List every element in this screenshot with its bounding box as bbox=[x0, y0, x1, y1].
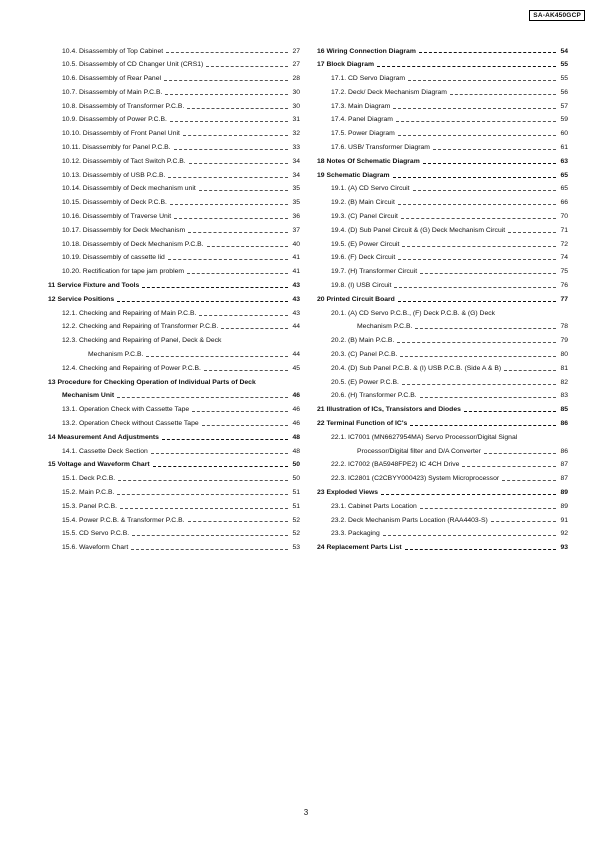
toc-entry-label: 15.5. CD Servo P.C.B. bbox=[62, 530, 130, 538]
toc-entry[interactable] bbox=[317, 335, 568, 349]
dot-leader bbox=[166, 51, 288, 53]
dot-leader bbox=[188, 231, 288, 233]
toc-entry-page: 28 bbox=[292, 75, 300, 83]
toc-entry-label: 17.1. CD Servo Diagram bbox=[331, 75, 406, 83]
toc-entry-page: 74 bbox=[560, 254, 568, 262]
toc-entry-page: 51 bbox=[292, 502, 300, 510]
toc-entry-page: 61 bbox=[560, 144, 568, 152]
toc-entry-label: 10.13. Disassembly of USB P.C.B. bbox=[62, 171, 166, 179]
toc-entry-page: 78 bbox=[560, 323, 568, 331]
toc-entry-label: 21 Illustration of ICs, Transistors and Diodes bbox=[317, 406, 461, 414]
toc-entry-page: 54 bbox=[560, 47, 568, 55]
toc-entry-label: 10.8. Disassembly of Transformer P.C.B. bbox=[62, 102, 185, 110]
toc-entry-label: 10.5. Disassembly of CD Changer Unit (CRS1) bbox=[62, 61, 204, 69]
toc-entry-page: 79 bbox=[560, 337, 568, 345]
dot-leader bbox=[398, 203, 556, 205]
toc-entry-label: 19.4. (D) Sub Panel Circuit & (G) Deck Mechanism Circuit bbox=[331, 226, 506, 234]
toc-entry-label: 10.11. Disassembly for Panel P.C.B. bbox=[62, 144, 171, 152]
toc-entry[interactable] bbox=[317, 473, 568, 487]
toc-entry[interactable] bbox=[317, 238, 568, 252]
toc-entry-label: 15.6. Waveform Chart bbox=[62, 544, 129, 552]
toc-entry-page: 48 bbox=[292, 433, 300, 441]
toc-entry-label: 19.7. (H) Transformer Circuit bbox=[331, 268, 418, 276]
toc-entry-label: 20.3. (C) Panel P.C.B. bbox=[331, 351, 398, 359]
toc-entry[interactable] bbox=[317, 487, 568, 501]
toc-right-column bbox=[317, 45, 568, 555]
toc-entry[interactable] bbox=[48, 349, 300, 363]
toc-entry[interactable] bbox=[317, 155, 568, 169]
toc-entry-label: 20.5. (E) Power P.C.B. bbox=[331, 378, 399, 386]
dot-leader bbox=[132, 534, 288, 536]
toc-entry-label: 17.4. Panel Diagram bbox=[331, 116, 393, 124]
toc-entry[interactable] bbox=[317, 142, 568, 156]
toc-entry-label: 17.5. Power Diagram bbox=[331, 130, 395, 138]
toc-entry-page: 85 bbox=[560, 406, 568, 414]
toc-entry[interactable] bbox=[317, 321, 568, 335]
toc-entry-label: 11 Service Fixture and Tools bbox=[48, 282, 140, 290]
dot-leader bbox=[170, 203, 288, 205]
dot-leader bbox=[377, 65, 556, 67]
toc-entry[interactable] bbox=[48, 404, 300, 418]
toc-entry-label: 10.15. Disassembly of Deck P.C.B. bbox=[62, 199, 167, 207]
toc-entry-page: 52 bbox=[292, 530, 300, 538]
toc-entry-page: 55 bbox=[560, 61, 568, 69]
toc-entry[interactable] bbox=[317, 307, 568, 321]
dot-leader bbox=[484, 452, 556, 454]
toc-entry[interactable] bbox=[48, 100, 300, 114]
dot-leader bbox=[415, 327, 556, 329]
toc-entry-label: 15.4. Power P.C.B. & Transformer P.C.B. bbox=[62, 516, 185, 524]
dot-leader bbox=[420, 507, 556, 509]
toc-entry-page: 70 bbox=[560, 213, 568, 221]
toc-entry-label: 23.3. Packaging bbox=[331, 530, 380, 538]
dot-leader bbox=[153, 465, 288, 467]
toc-entry[interactable] bbox=[48, 280, 300, 294]
toc-entry-page: 56 bbox=[560, 88, 568, 96]
toc-entry[interactable] bbox=[48, 86, 300, 100]
toc-entry-label: 20.6. (H) Transformer P.C.B. bbox=[331, 392, 417, 400]
toc-entry-label: 20.1. (A) CD Servo P.C.B., (F) Deck P.C.B. & (G) Deck bbox=[331, 309, 496, 317]
toc-entry-label: 19.1. (A) CD Servo Circuit bbox=[331, 185, 410, 193]
dot-leader bbox=[393, 176, 556, 178]
dot-leader bbox=[450, 93, 556, 95]
dot-leader bbox=[402, 245, 556, 247]
toc-entry-label: 17.3. Main Diagram bbox=[331, 102, 391, 110]
dot-leader bbox=[187, 272, 288, 274]
dot-leader bbox=[187, 107, 288, 109]
toc-entry-label: 10.16. Disassembly of Traverse Unit bbox=[62, 213, 172, 221]
toc-entry[interactable] bbox=[317, 459, 568, 473]
toc-entry-page: 30 bbox=[292, 102, 300, 110]
toc-entry-page: 34 bbox=[292, 171, 300, 179]
toc-entry-page: 57 bbox=[560, 102, 568, 110]
toc-entry-page: 83 bbox=[560, 392, 568, 400]
toc-entry[interactable] bbox=[317, 445, 568, 459]
toc-entry-label: 10.6. Disassembly of Rear Panel bbox=[62, 75, 161, 83]
toc-entry[interactable] bbox=[48, 307, 300, 321]
toc-entry-page: 65 bbox=[560, 185, 568, 193]
toc-entry-label: 22.2. IC7002 (BA5948FPE2) IC 4CH Drive bbox=[331, 461, 460, 469]
toc-entry[interactable] bbox=[317, 404, 568, 418]
toc-entry[interactable] bbox=[48, 335, 300, 349]
toc-entry[interactable] bbox=[48, 431, 300, 445]
toc-entry-label: 15 Voltage and Waveform Chart bbox=[48, 461, 150, 469]
dot-leader bbox=[189, 162, 288, 164]
dot-leader bbox=[165, 93, 288, 95]
dot-leader bbox=[423, 162, 556, 164]
toc-entry-label: 17 Block Diagram bbox=[317, 61, 375, 69]
dot-leader bbox=[398, 300, 556, 302]
dot-leader bbox=[383, 534, 556, 536]
toc-entry-page: 91 bbox=[560, 516, 568, 524]
toc-entry-label: 19.2. (B) Main Circuit bbox=[331, 199, 395, 207]
toc-entry-label: 14.1. Cassette Deck Section bbox=[62, 447, 148, 455]
dot-leader bbox=[204, 369, 288, 371]
toc-entry-label: 10.9. Disassembly of Power P.C.B. bbox=[62, 116, 167, 124]
dot-leader bbox=[420, 272, 556, 274]
toc-entry[interactable] bbox=[48, 514, 300, 528]
toc-entry[interactable] bbox=[48, 73, 300, 87]
toc-entry[interactable] bbox=[317, 183, 568, 197]
toc-entry-label: 13.1. Operation Check with Cassette Tape bbox=[62, 406, 190, 414]
toc-entry[interactable] bbox=[317, 114, 568, 128]
toc-left-column bbox=[48, 45, 300, 555]
toc-entry-label: Mechanism P.C.B. bbox=[88, 351, 144, 359]
dot-leader bbox=[199, 189, 288, 191]
toc-entry[interactable] bbox=[317, 59, 568, 73]
toc-entry-label: 22.3. IC2801 (C2CBYY000423) System Microprocessor bbox=[331, 475, 500, 483]
toc-entry[interactable] bbox=[48, 169, 300, 183]
toc-entry[interactable] bbox=[317, 45, 568, 59]
toc-entry-page: 76 bbox=[560, 282, 568, 290]
toc-entry-page: 40 bbox=[292, 240, 300, 248]
toc-entry-label: 19.3. (C) Panel Circuit bbox=[331, 213, 398, 221]
toc-entry[interactable] bbox=[317, 376, 568, 390]
toc-entry-label: 10.7. Disassembly of Main P.C.B. bbox=[62, 88, 163, 96]
toc-entry-page: 43 bbox=[292, 282, 300, 290]
toc-entry[interactable] bbox=[317, 500, 568, 514]
toc-entry-page: 43 bbox=[292, 295, 300, 303]
toc-entry-label: 12 Service Positions bbox=[48, 295, 115, 303]
dot-leader bbox=[502, 479, 556, 481]
toc-entry-page: 30 bbox=[292, 88, 300, 96]
dot-leader bbox=[206, 65, 288, 67]
toc-entry[interactable] bbox=[48, 542, 300, 556]
dot-leader bbox=[183, 134, 288, 136]
toc-entry-label: 15.2. Main P.C.B. bbox=[62, 489, 115, 496]
toc-entry-label: 10.18. Disassembly of Deck Mechanism P.C.B. bbox=[62, 240, 204, 248]
toc-entry-page: 87 bbox=[560, 475, 568, 483]
toc-entry-label: 23.2. Deck Mechanism Parts Location (RAA4403-S) bbox=[331, 516, 488, 524]
toc-entry-page: 52 bbox=[292, 516, 300, 524]
toc-entry-label: 14 Measurement And Adjustments bbox=[48, 433, 159, 441]
toc-entry[interactable] bbox=[317, 224, 568, 238]
toc-entry[interactable] bbox=[48, 142, 300, 156]
toc-entry-page: 43 bbox=[292, 309, 300, 317]
toc-entry-label: 13.2. Operation Check without Cassette Tape bbox=[62, 420, 199, 428]
toc-entry-label: 19.8. (I) USB Circuit bbox=[331, 282, 392, 290]
dot-leader bbox=[188, 520, 288, 522]
dot-leader bbox=[221, 327, 288, 329]
toc-entry[interactable] bbox=[317, 266, 568, 280]
dot-leader bbox=[405, 548, 556, 550]
dot-leader bbox=[170, 120, 288, 122]
toc-entry-label: 10.17. Disassembly for Deck Mechanism bbox=[62, 226, 186, 234]
toc-entry-page: 50 bbox=[292, 475, 300, 483]
toc-entry[interactable] bbox=[48, 252, 300, 266]
dot-leader bbox=[118, 479, 288, 481]
toc-entry[interactable] bbox=[48, 321, 300, 335]
toc-entry-page: 37 bbox=[292, 226, 300, 234]
dot-leader bbox=[162, 438, 288, 440]
toc-entry-page: 46 bbox=[292, 406, 300, 414]
toc-entry[interactable] bbox=[317, 280, 568, 294]
toc-entry-page: 77 bbox=[560, 295, 568, 303]
toc-entry-label: Mechanism Unit bbox=[62, 392, 115, 400]
toc-entry[interactable] bbox=[48, 528, 300, 542]
toc-entry-page: 60 bbox=[560, 130, 568, 138]
toc-entry[interactable] bbox=[48, 197, 300, 211]
toc-entry-label: 19.5. (E) Power Circuit bbox=[331, 240, 400, 248]
toc-entry-page: 59 bbox=[560, 116, 568, 124]
toc-entry-page: 51 bbox=[292, 489, 300, 496]
toc-entry-label: 12.1. Checking and Repairing of Main P.C.B. bbox=[62, 309, 197, 317]
toc-entry[interactable] bbox=[48, 390, 300, 404]
toc-entry-label: Mechanism P.C.B. bbox=[357, 323, 413, 331]
toc-entry-label: 20.4. (D) Sub Panel P.C.B. & (I) USB P.C.B. (Side A & B) bbox=[331, 364, 502, 372]
toc-entry-label: 22.1. IC7001 (MN6627954MA) Servo Processor/Digital Signal bbox=[331, 433, 518, 441]
dot-leader bbox=[164, 79, 288, 81]
dot-leader bbox=[464, 410, 556, 412]
toc-entry[interactable] bbox=[317, 86, 568, 100]
toc-entry[interactable] bbox=[48, 155, 300, 169]
toc-entry[interactable] bbox=[317, 169, 568, 183]
dot-leader bbox=[192, 410, 288, 412]
toc-entry[interactable] bbox=[317, 128, 568, 142]
dot-leader bbox=[398, 134, 556, 136]
toc-entry[interactable] bbox=[317, 390, 568, 404]
toc-entry-page: 75 bbox=[560, 268, 568, 276]
dot-leader bbox=[168, 258, 288, 260]
toc-entry[interactable] bbox=[48, 487, 300, 501]
toc-entry-page: 87 bbox=[560, 461, 568, 469]
toc-entry[interactable] bbox=[48, 418, 300, 432]
toc-entry[interactable] bbox=[48, 266, 300, 280]
toc-entry-label: 16 Wiring Connection Diagram bbox=[317, 47, 416, 55]
toc-entry-page: 72 bbox=[560, 240, 568, 248]
toc-entry-page: 33 bbox=[292, 144, 300, 152]
dot-leader bbox=[504, 369, 556, 371]
toc-entry-label: 22 Terminal Function of IC's bbox=[317, 420, 408, 428]
toc-entry-label: 20 Printed Circuit Board bbox=[317, 295, 395, 303]
toc-entry-label: 18 Notes Of Schematic Diagram bbox=[317, 157, 420, 165]
dot-leader bbox=[146, 355, 288, 357]
toc-entry-label: 15.1. Deck P.C.B. bbox=[62, 475, 116, 483]
dot-leader bbox=[402, 383, 556, 385]
toc-entry[interactable] bbox=[317, 252, 568, 266]
toc-entry-page: 44 bbox=[292, 351, 300, 359]
toc-entry-label: 10.10. Disassembly of Front Panel Unit bbox=[62, 130, 180, 138]
dot-leader bbox=[413, 189, 556, 191]
dot-leader bbox=[398, 258, 556, 260]
dot-leader bbox=[400, 355, 556, 357]
dot-leader bbox=[433, 148, 556, 150]
toc-entry-page: 48 bbox=[292, 447, 300, 455]
toc-entry[interactable] bbox=[48, 183, 300, 197]
toc-entry-label: 12.2. Checking and Repairing of Transformer P.C.B. bbox=[62, 323, 219, 331]
toc-entry-label: 12.4. Checking and Repairing of Power P.C.B. bbox=[62, 364, 201, 372]
toc-entry-page: 46 bbox=[292, 420, 300, 428]
dot-leader bbox=[462, 465, 556, 467]
toc-entry[interactable] bbox=[48, 59, 300, 73]
toc-entry[interactable] bbox=[48, 224, 300, 238]
dot-leader bbox=[207, 245, 288, 247]
toc-entry[interactable] bbox=[48, 238, 300, 252]
toc-entry[interactable] bbox=[317, 293, 568, 307]
toc-entry-page: 45 bbox=[292, 364, 300, 372]
toc-entry[interactable] bbox=[317, 100, 568, 114]
toc-entry[interactable] bbox=[317, 528, 568, 542]
dot-leader bbox=[381, 493, 556, 495]
toc-entry[interactable] bbox=[317, 514, 568, 528]
toc-entry-label: 20.2. (B) Main P.C.B. bbox=[331, 337, 395, 345]
toc-entry[interactable] bbox=[317, 349, 568, 363]
toc-entry[interactable] bbox=[48, 293, 300, 307]
dot-leader bbox=[151, 452, 288, 454]
toc-entry-page: 63 bbox=[560, 157, 568, 165]
toc-entry-label: 10.19. Disassembly of cassette lid bbox=[62, 254, 165, 262]
dot-leader bbox=[174, 217, 288, 219]
toc-entry[interactable] bbox=[48, 128, 300, 142]
toc-entry-page: 89 bbox=[560, 502, 568, 510]
dot-leader bbox=[491, 520, 556, 522]
toc-entry-page: 82 bbox=[560, 378, 568, 386]
toc-entry-page: 36 bbox=[292, 213, 300, 221]
dot-leader bbox=[120, 507, 288, 509]
dot-leader bbox=[202, 424, 288, 426]
toc-entry[interactable] bbox=[317, 73, 568, 87]
toc-entry-page: 55 bbox=[560, 75, 568, 83]
toc-entry-label: 19.6. (F) Deck Circuit bbox=[331, 254, 396, 262]
toc-entry[interactable] bbox=[48, 362, 300, 376]
toc-entry-label: 17.6. USB/ Transformer Diagram bbox=[331, 144, 430, 152]
toc-entry[interactable] bbox=[317, 431, 568, 445]
toc-entry[interactable] bbox=[317, 418, 568, 432]
toc-entry[interactable] bbox=[48, 459, 300, 473]
toc-entry-page: 65 bbox=[560, 171, 568, 179]
toc-entry[interactable] bbox=[48, 473, 300, 487]
toc-entry-page: 44 bbox=[292, 323, 300, 331]
toc-entry-page: 86 bbox=[560, 447, 568, 455]
dot-leader bbox=[142, 286, 288, 288]
toc-entry-label: 10.12. Disassembly of Tact Switch P.C.B. bbox=[62, 157, 186, 165]
dot-leader bbox=[401, 217, 556, 219]
toc-entry[interactable] bbox=[317, 362, 568, 376]
dot-leader bbox=[117, 300, 288, 302]
toc-entry-page: 81 bbox=[560, 364, 568, 372]
dot-leader bbox=[393, 107, 556, 109]
toc-entry-page: 50 bbox=[292, 461, 300, 469]
toc-entry[interactable] bbox=[48, 445, 300, 459]
toc-entry-page: 35 bbox=[292, 199, 300, 207]
dot-leader bbox=[410, 424, 556, 426]
toc-entry[interactable] bbox=[317, 197, 568, 211]
toc-entry-page: 27 bbox=[292, 61, 300, 69]
toc-entry-label: 10.4. Disassembly of Top Cabinet bbox=[62, 47, 164, 55]
toc-entry-page: 71 bbox=[560, 226, 568, 234]
dot-leader bbox=[394, 286, 556, 288]
toc-entry-page: 46 bbox=[292, 392, 300, 400]
toc-entry-page: 93 bbox=[560, 544, 568, 552]
toc-entry[interactable] bbox=[48, 114, 300, 128]
toc-entry-label: 23.1. Cabinet Parts Location bbox=[331, 502, 417, 510]
toc-entry-page: 41 bbox=[292, 254, 300, 262]
toc-entry[interactable] bbox=[48, 211, 300, 225]
model-number-box: SA-AK450GCP bbox=[529, 10, 585, 21]
toc-entry-label: 12.3. Checking and Repairing of Panel, Deck & Deck bbox=[62, 337, 222, 345]
dot-leader bbox=[397, 341, 556, 343]
toc-entry-page: 32 bbox=[292, 130, 300, 138]
toc-entry-page: 41 bbox=[292, 268, 300, 276]
toc-entry[interactable] bbox=[48, 45, 300, 59]
toc-entry-page: 92 bbox=[560, 530, 568, 538]
dot-leader bbox=[199, 314, 288, 316]
toc-entry-label: 10.20. Rectification for tape jam problem bbox=[62, 268, 185, 276]
dot-leader bbox=[408, 79, 556, 81]
toc-entry-page: 86 bbox=[560, 420, 568, 428]
toc-entry-page: 35 bbox=[292, 185, 300, 193]
dot-leader bbox=[117, 493, 288, 495]
toc-entry-page: 53 bbox=[292, 544, 300, 552]
toc-entry-label: 15.3. Panel P.C.B. bbox=[62, 502, 118, 510]
dot-leader bbox=[419, 51, 556, 53]
page-number: 3 bbox=[303, 808, 309, 817]
toc-entry-page: 27 bbox=[292, 47, 300, 55]
toc-entry-label: 23 Exploded Views bbox=[317, 489, 379, 496]
toc-entry-label: 24 Replacement Parts List bbox=[317, 544, 402, 552]
toc-entry[interactable] bbox=[317, 542, 568, 556]
toc-entry-label: 17.2. Deck/ Deck Mechanism Diagram bbox=[331, 88, 447, 96]
toc-entry-page: 66 bbox=[560, 199, 568, 207]
dot-leader bbox=[174, 148, 288, 150]
toc-entry-label: Processor/Digital filter and D/A Converter bbox=[357, 447, 481, 455]
dot-leader bbox=[420, 396, 556, 398]
toc-entry[interactable] bbox=[48, 376, 300, 390]
toc-entry[interactable] bbox=[317, 211, 568, 225]
toc-entry-label: 10.14. Disassembly of Deck mechanism unit bbox=[62, 185, 196, 193]
toc-entry-label: 19 Schematic Diagram bbox=[317, 171, 390, 179]
dot-leader bbox=[131, 548, 288, 550]
dot-leader bbox=[396, 120, 556, 122]
dot-leader bbox=[117, 396, 288, 398]
dot-leader bbox=[168, 176, 288, 178]
toc-entry-page: 31 bbox=[292, 116, 300, 124]
toc-entry-page: 89 bbox=[560, 489, 568, 496]
toc-entry[interactable] bbox=[48, 500, 300, 514]
toc-entry-page: 34 bbox=[292, 157, 300, 165]
dot-leader bbox=[508, 231, 556, 233]
toc-entry-page: 80 bbox=[560, 351, 568, 359]
toc-entry-label: 13 Procedure for Checking Operation of Individual Parts of Deck bbox=[48, 378, 256, 386]
